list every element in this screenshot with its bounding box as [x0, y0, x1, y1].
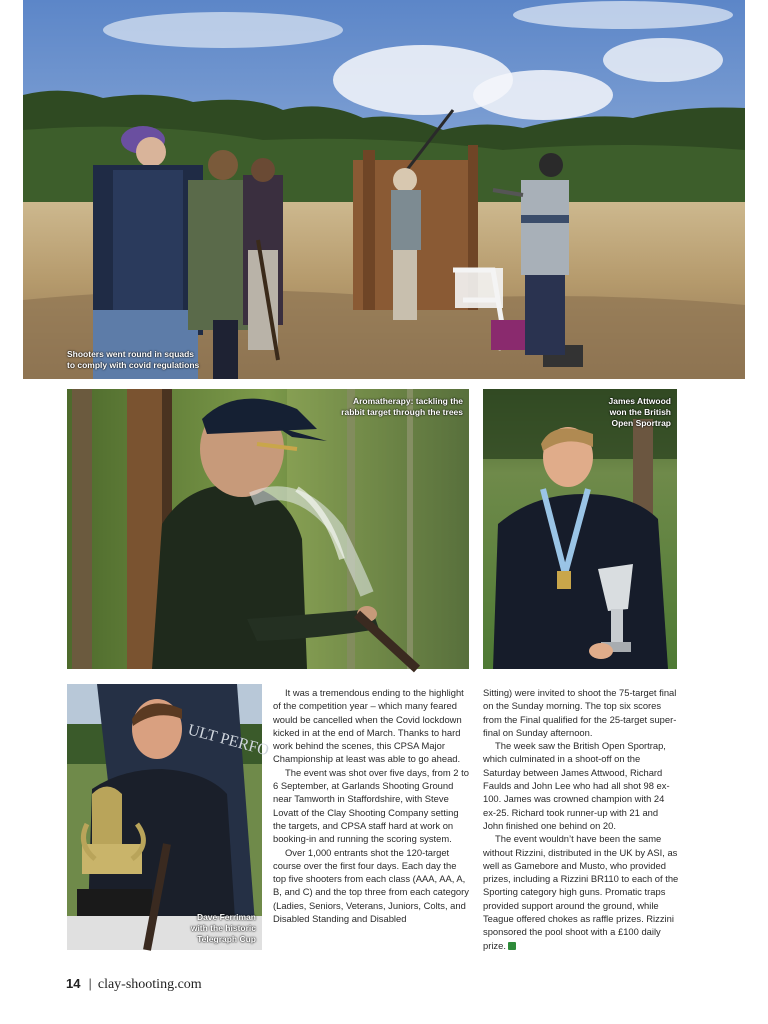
page-footer	[66, 976, 202, 993]
caption-line: Telegraph Cup	[197, 934, 256, 944]
article-paragraph: It was a tremendous ending to the highlight of the competition year – which many feared would be cancelled when the Covid lockdown kicked in at the end of March. Thanks to hard work behind the scenes, this CPSA Major Championship at least was able to go ahead.	[273, 687, 464, 765]
caption-line: rabbit target through the trees	[341, 407, 463, 417]
article-paragraph: The week saw the British Open Sportrap, which culminated in a shoot-off on the Saturday between James Attwood, Richard Faulds and John Lee who had all shot 98 ex-100. James was crowned champion with 24 ex-25. Richard took runner-up with 21 and John finished one behind on 20.	[483, 740, 670, 831]
article-paragraph: The event was shot over five days, from 2 to 6 September, at Garlands Shooting Ground near Tamworth in Staffordshire, with Steve Lovatt of the Clay Shooting Company setting the targets, and CPSA staff hard at work on booking-in and running the scoring system.	[273, 766, 469, 845]
caption-dave-ferriman	[191, 912, 256, 945]
footer-site-link[interactable]: clay-shooting.com	[97, 977, 202, 992]
page-number: 14	[66, 976, 81, 991]
article-column-2	[483, 686, 679, 952]
banner-text: ULT PERFO	[185, 721, 271, 760]
article-paragraph	[483, 832, 679, 952]
article-column-1	[273, 686, 469, 925]
caption-line: Dave Ferriman	[196, 912, 256, 922]
caption-line: to comply with covid regulations	[67, 360, 200, 370]
caption-james-attwood	[608, 396, 671, 429]
photo-dave-ferriman	[67, 684, 271, 950]
caption-line: Shooters went round in squads	[67, 349, 195, 359]
caption-line: won the British	[609, 407, 671, 417]
photo-james-attwood	[483, 389, 677, 669]
caption-line: James Attwood	[608, 396, 671, 406]
caption-line: with the historic	[190, 923, 256, 933]
caption-rabbit-target	[341, 396, 463, 418]
photo-shooters-squads	[23, 0, 745, 379]
end-of-article-icon	[508, 942, 516, 950]
caption-line: Open Sportrap	[611, 418, 671, 428]
footer-separator: |	[88, 976, 92, 991]
caption-line: Aromatherapy: tackling the	[352, 396, 463, 406]
article-paragraph: Sitting) were invited to shoot the 75-target final on the Sunday morning. The top six scores from the Final qualified for the 25-target super-final on Sunday afternoon.	[483, 687, 677, 738]
article-paragraph-text: The event wouldn’t have been the same without Rizzini, distributed in the UK by ASI, as well as Gamebore and Musto, who provided prizes, including a Rizzini BR110 to each of the Sporting category high guns. Promatic traps provided support around the ground, while Teague offered chokes as raffle prizes. Rizzini sponsored the pool shoot with a £100 daily prize.	[483, 833, 679, 951]
photo-rabbit-target	[67, 389, 469, 669]
caption-top-photo	[67, 349, 199, 371]
article-paragraph: Over 1,000 entrants shot the 120-target course over the first four days. Each day the top five shooters from each class (AAA, AA, A, B, and C) and the top three from each category (Ladies, Seniors, Veterans, Juniors, Colts, and Disabled Standing and Disabled	[273, 846, 469, 925]
